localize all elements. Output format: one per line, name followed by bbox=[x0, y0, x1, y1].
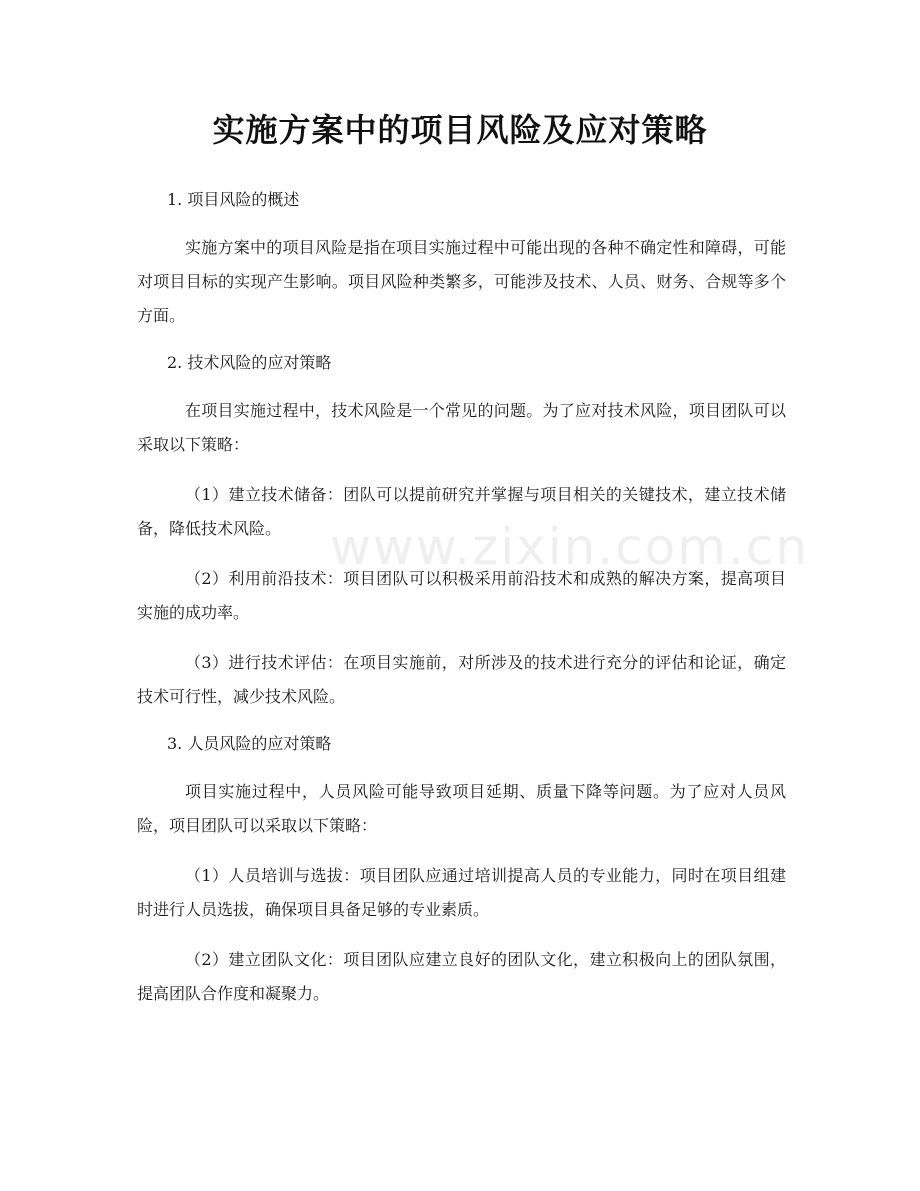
strategy-item: （1）建立技术储备：团队可以提前研究并掌握与项目相关的关键技术，建立技术储备，降低技术风险。 bbox=[137, 485, 786, 538]
strategy-item: （2）建立团队文化：项目团队应建立良好的团队文化，建立积极向上的团队氛围，提高团队合作度和凝聚力。 bbox=[137, 950, 786, 1003]
strategy-item: （2）利用前沿技术：项目团队可以积极采用前沿技术和成熟的解决方案，提高项目实施的成功率。 bbox=[137, 569, 786, 622]
document-body bbox=[137, 186, 786, 1027]
section-heading: 1. 项目风险的概述 bbox=[167, 190, 300, 209]
strategy-item: （3）进行技术评估：在项目实施前，对所涉及的技术进行充分的评估和论证，确定技术可行性，减少技术风险。 bbox=[137, 653, 786, 706]
section-paragraph: 在项目实施过程中，技术风险是一个常见的问题。为了应对技术风险，项目团队可以采取以下策略： bbox=[137, 401, 786, 454]
section-personnel-risk bbox=[137, 730, 786, 1011]
section-technical-risk bbox=[137, 349, 786, 714]
document-title: 实施方案中的项目风险及应对策略 bbox=[212, 111, 708, 149]
section-overview bbox=[137, 186, 786, 333]
section-paragraph: 实施方案中的项目风险是指在项目实施过程中可能出现的各种不确定性和障碍，可能对项目目标的实现产生影响。项目风险种类繁多，可能涉及技术、人员、财务、合规等多个方面。 bbox=[137, 238, 786, 325]
strategy-item: （1）人员培训与选拔：项目团队应通过培训提高人员的专业能力，同时在项目组建时进行人员选拔，确保项目具备足够的专业素质。 bbox=[137, 866, 786, 919]
section-heading: 3. 人员风险的应对策略 bbox=[167, 734, 332, 753]
section-paragraph: 项目实施过程中，人员风险可能导致项目延期、质量下降等问题。为了应对人员风险，项目团队可以采取以下策略： bbox=[137, 782, 786, 835]
section-heading: 2. 技术风险的应对策略 bbox=[167, 353, 332, 372]
watermark: www.zixin.com.cn bbox=[330, 518, 810, 576]
